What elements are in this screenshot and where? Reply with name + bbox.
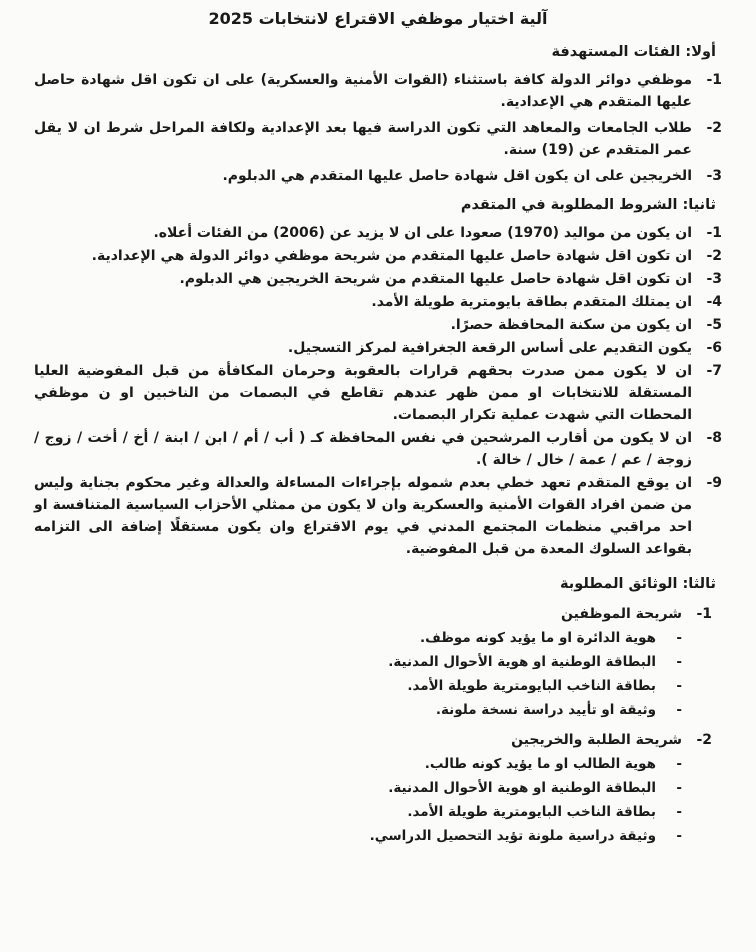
item-text: بطاقة الناخب البايومترية طويلة الأمد. — [407, 804, 656, 820]
list-item — [34, 627, 682, 649]
list-item — [34, 651, 682, 673]
list-item — [34, 777, 682, 799]
bullet-dash: - — [676, 678, 682, 694]
item-text: وثيقة دراسية ملونة تؤيد التحصيل الدراسي. — [369, 828, 656, 844]
list-item — [34, 472, 722, 560]
list-item — [34, 69, 722, 113]
group-number: -2 — [696, 732, 712, 748]
item-number: -6 — [706, 340, 722, 356]
list-item — [34, 117, 722, 161]
list-item — [34, 245, 722, 267]
item-text: ان تكون اقل شهادة حاصل عليها المتقدم من شريحة الخريجين هي الدبلوم. — [179, 271, 692, 287]
list-item — [34, 825, 682, 847]
group-heading-students-graduates — [34, 729, 722, 751]
list-item — [34, 165, 722, 187]
item-text: البطاقة الوطنية او هوية الأحوال المدنية. — [388, 654, 656, 670]
group-heading-employees — [34, 603, 722, 625]
item-text: هوية الدائرة او ما يؤيد كونه موظف. — [420, 630, 656, 646]
section-heading-requirements: ثانيا: الشروط المطلوبة في المتقدم — [460, 197, 716, 213]
item-number: -3 — [706, 168, 722, 184]
list-item — [34, 314, 722, 336]
item-text: ان يكون من مواليد (1970) صعودا على ان لا يزيد عن (2006) من الفئات أعلاه. — [153, 225, 692, 241]
item-text: ان يوقع المتقدم تعهد خطي بعدم شموله بإجراءات المساءلة والعدالة وغير محكوم بجناية وليس من ضمن افراد القوات الأمنية والعسكرية وان لا يكون من ممثلي الأحزاب السياسية المتنافسة او احد مراقبي منظمات المجتمع المدني في يوم الاقتراع وان يكون مستقلًا إضافة الى التزامه بقواعد السلوك المعدة من قبل المفوضية. — [34, 475, 692, 557]
list-item — [34, 699, 682, 721]
list-item — [34, 268, 722, 290]
item-text: موظفي دوائر الدولة كافة باستثناء (القوات الأمنية والعسكرية) على ان تكون اقل شهادة حاصل عليها المتقدم هي الإعدادية. — [34, 72, 692, 110]
list-item — [34, 360, 722, 426]
bullet-dash: - — [676, 804, 682, 820]
item-text: ان لا يكون من أقارب المرشحين في نفس المحافظة كـ ( أب / أم / ابن / ابنة / أخ / أخت / زوج / زوجة / عم / عمة / خال / خالة ). — [34, 430, 692, 468]
employees-documents-list — [34, 627, 722, 721]
item-text: بطاقة الناخب البايومترية طويلة الأمد. — [407, 678, 656, 694]
list-item — [34, 801, 682, 823]
item-text: وثيقة او تأييد دراسة نسخة ملونة. — [435, 702, 656, 718]
group-label: شريحة الموظفين — [561, 606, 682, 622]
item-number: -1 — [706, 225, 722, 241]
item-number: -9 — [706, 475, 722, 491]
bullet-dash: - — [676, 756, 682, 772]
section-heading-documents: ثالثا: الوثائق المطلوبة — [559, 576, 716, 592]
item-number: -5 — [706, 317, 722, 333]
item-number: -2 — [706, 248, 722, 264]
item-number: -4 — [706, 294, 722, 310]
students-documents-list — [34, 753, 722, 847]
list-item — [34, 222, 722, 244]
bullet-dash: - — [676, 828, 682, 844]
item-number: -7 — [706, 363, 722, 379]
item-number: -8 — [706, 430, 722, 446]
requirements-list — [34, 222, 722, 560]
target-groups-list — [34, 69, 722, 187]
group-label: شريحة الطلبة والخريجين — [511, 732, 682, 748]
item-text: البطاقة الوطنية او هوية الأحوال المدنية. — [388, 780, 656, 796]
item-text: ان لا يكون ممن صدرت بحقهم قرارات بالعقوبة وحرمان المكافأة من قبل المفوضية العليا المستقلة للانتخابات او ممن ظهر عندهم تقاطع في البصمات من الناخبين او ن موظفي المحطات التي شهدت عملية تكرار البصمات. — [34, 363, 692, 423]
list-item — [34, 427, 722, 471]
group-number: -1 — [696, 606, 712, 622]
bullet-dash: - — [676, 780, 682, 796]
bullet-dash: - — [676, 654, 682, 670]
bullet-dash: - — [676, 630, 682, 646]
item-text: ان تكون اقل شهادة حاصل عليها المتقدم من شريحة موظفي دوائر الدولة هي الإعدادية. — [91, 248, 692, 264]
list-item — [34, 291, 722, 313]
list-item — [34, 337, 722, 359]
item-number: -3 — [706, 271, 722, 287]
document-title: آلية اختيار موظفي الاقتراع لانتخابات 2025 — [208, 9, 548, 28]
list-item — [34, 675, 682, 697]
item-text: طلاب الجامعات والمعاهد التي تكون الدراسة فيها بعد الإعدادية ولكافة المراحل شرط ان لا يقل عمر المتقدم عن (19) سنة. — [34, 120, 692, 158]
item-text: ان يمتلك المتقدم بطاقة بايومترية طويلة الأمد. — [371, 294, 692, 310]
item-text: يكون التقديم على أساس الرقعة الجغرافية لمركز التسجيل. — [287, 340, 692, 356]
list-item — [34, 753, 682, 775]
item-text: هوية الطالب او ما يؤيد كونه طالب. — [424, 756, 656, 772]
item-text: ان يكون من سكنة المحافظة حصرًا. — [450, 317, 692, 333]
item-text: الخريجين على ان يكون اقل شهادة حاصل عليها المتقدم هي الدبلوم. — [222, 168, 692, 184]
bullet-dash: - — [676, 702, 682, 718]
section-heading-target-groups: أولا: الفئات المستهدفة — [551, 44, 716, 60]
item-number: -1 — [706, 72, 722, 88]
item-number: -2 — [706, 120, 722, 136]
